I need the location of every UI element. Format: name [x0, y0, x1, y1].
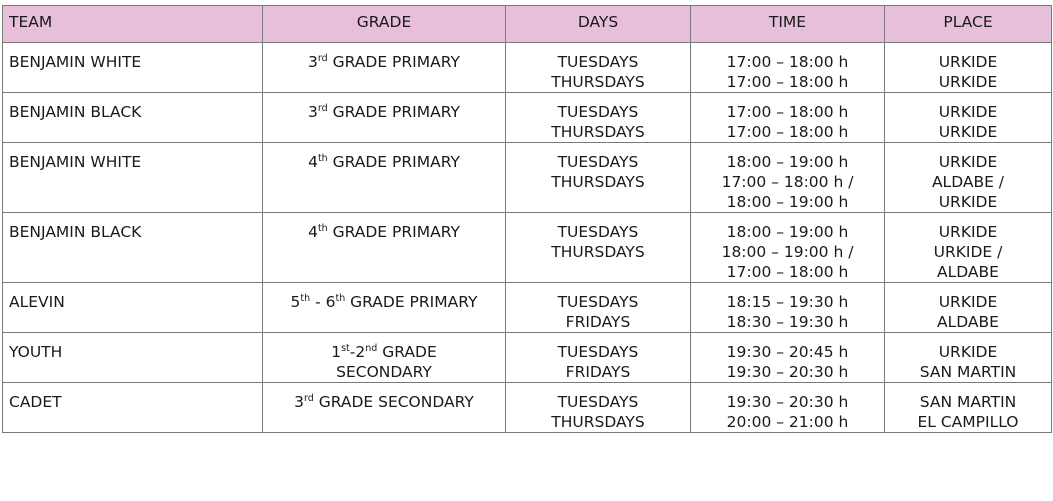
place-cell: SAN MARTIN EL CAMPILLO — [885, 383, 1052, 433]
team-cell: ALEVIN — [3, 283, 263, 333]
header-place: PLACE — [885, 6, 1052, 43]
header-days: DAYS — [506, 6, 691, 43]
place-cell: URKIDE ALDABE / URKIDE — [885, 143, 1052, 213]
days-cell: TUESDAYS THURSDAYS — [506, 143, 691, 213]
schedule-table — [2, 5, 1052, 433]
place-cell: URKIDE URKIDE / ALDABE — [885, 213, 1052, 283]
table-header — [3, 6, 1052, 43]
grade-cell: 4th GRADE PRIMARY — [263, 143, 506, 213]
days-cell: TUESDAYS THURSDAYS — [506, 383, 691, 433]
team-cell: YOUTH — [3, 333, 263, 383]
grade-cell: 4th GRADE PRIMARY — [263, 213, 506, 283]
header-grade: GRADE — [263, 6, 506, 43]
team-cell: BENJAMIN WHITE — [3, 143, 263, 213]
table-row — [3, 93, 1052, 143]
place-cell: URKIDE URKIDE — [885, 93, 1052, 143]
time-cell: 19:30 – 20:30 h 20:00 – 21:00 h — [691, 383, 885, 433]
table-row — [3, 143, 1052, 213]
days-cell: TUESDAYS THURSDAYS — [506, 213, 691, 283]
time-cell: 18:00 – 19:00 h 17:00 – 18:00 h / 18:00 – 19:00 h — [691, 143, 885, 213]
days-cell: TUESDAYS FRIDAYS — [506, 283, 691, 333]
place-cell: URKIDE SAN MARTIN — [885, 333, 1052, 383]
header-row — [3, 6, 1052, 43]
team-cell: BENJAMIN BLACK — [3, 93, 263, 143]
days-cell: TUESDAYS THURSDAYS — [506, 93, 691, 143]
time-cell: 17:00 – 18:00 h 17:00 – 18:00 h — [691, 93, 885, 143]
table-row — [3, 333, 1052, 383]
days-cell: TUESDAYS THURSDAYS — [506, 43, 691, 93]
days-cell: TUESDAYS FRIDAYS — [506, 333, 691, 383]
header-team: TEAM — [3, 6, 263, 43]
team-cell: BENJAMIN WHITE — [3, 43, 263, 93]
time-cell: 17:00 – 18:00 h 17:00 – 18:00 h — [691, 43, 885, 93]
team-cell: CADET — [3, 383, 263, 433]
table-row — [3, 283, 1052, 333]
time-cell: 18:15 – 19:30 h 18:30 – 19:30 h — [691, 283, 885, 333]
grade-cell: 1st-2nd GRADE SECONDARY — [263, 333, 506, 383]
place-cell: URKIDE ALDABE — [885, 283, 1052, 333]
grade-cell: 3rd GRADE PRIMARY — [263, 93, 506, 143]
place-cell: URKIDE URKIDE — [885, 43, 1052, 93]
team-cell: BENJAMIN BLACK — [3, 213, 263, 283]
table-row — [3, 213, 1052, 283]
grade-cell: 3rd GRADE PRIMARY — [263, 43, 506, 93]
header-time: TIME — [691, 6, 885, 43]
time-cell: 19:30 – 20:45 h 19:30 – 20:30 h — [691, 333, 885, 383]
table-row — [3, 383, 1052, 433]
table-row — [3, 43, 1052, 93]
table-body — [3, 43, 1052, 433]
grade-cell: 5th - 6th GRADE PRIMARY — [263, 283, 506, 333]
grade-cell: 3rd GRADE SECONDARY — [263, 383, 506, 433]
time-cell: 18:00 – 19:00 h 18:00 – 19:00 h / 17:00 – 18:00 h — [691, 213, 885, 283]
